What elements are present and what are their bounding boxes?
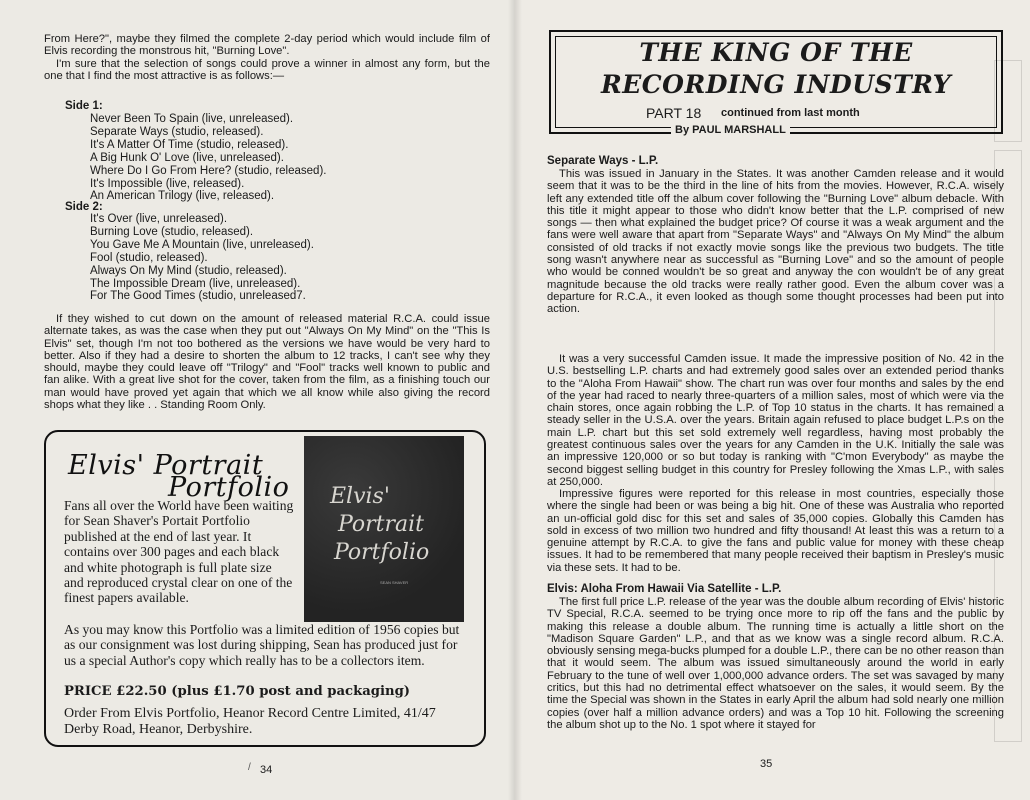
portfolio-cover-image <box>304 436 464 622</box>
track-item: Always On My Mind (studio, released). <box>90 264 287 277</box>
aloha-paragraph-1: The first full price L.P. release of the year was the double album recording of Elvis' historic TV Special, R.C.A. seemed to be trying once more to rip off the fans and the public by making this release a double album. The running time is actually a little short on the "Madison Square Garden" L.P., and that as we know was a single record album. R.C.A. obviously sensing mega-bucks plumped for a double L.P., there can be no other reason than that it would seem. The album was issued simultaneously around the world in early February to the tune of well over 1,000,000 advance orders. The set was savaged by many critics, but this had no detrimental effect whatsoever on the sales, it would seem. By the time the Special was shown in the States in early April the album had sold nearly one million copies (over half a million advance orders) and was a Top 10 hit. Following the screening the album shot up to the No. 1 spot where it stayed for <box>547 596 1004 731</box>
closing-paragraph: If they wished to cut down on the amount of released material R.C.A. could issue alternate takes, as was the case when they put out "Always On My Mind" on the "This Is Elvis" set, though I'm not too bothered as the versions we have would be very hard to better. Also if they had a desire to shorten the album to 12 tracks, I can't see why they should, maybe they could leave off "Trilogy" and "Fool" tracks well known to public and fan alike. With a great live shot for the cover, taken from the film, as a finishing touch our man would have proved yet again that which we all know while also giving the record shops what they like . . Standing Room Only. <box>44 313 490 412</box>
cover-script-line-2: Portrait <box>338 512 425 537</box>
separate-ways-paragraph-3: Impressive figures were reported for this release in most countries, especially those where the single had been or was being a big hit. One of these was Australia who reported an un-official gold disc for this set and sales of 35,000 copies. Globally this Camden has sold in excess of two million two hundred and fifty thousand! At least this was a return to a genuine attempt by R.C.A. to give the fans and public value for money with these cheap issues. It had to be remembered that many people received their baptism in Presley's music via these sets. It had to be. <box>547 488 1004 574</box>
cover-script-line-3: Portfolio <box>334 540 430 565</box>
track-item: Fool (studio, released). <box>90 251 208 264</box>
article-header <box>549 30 1003 134</box>
book-gutter <box>508 0 522 800</box>
cover-small-text: SEAN SHAVER <box>380 580 409 585</box>
separate-ways-paragraph-2: It was a very successful Camden issue. It made the impressive position of No. 42 in the U.S. bestselling L.P. charts and had extremely good sales over an extended period thanks to the "Aloha From Hawaii" show. The chart run was over four months and sales by the end of the year had raced to nearly three-quarters of a million sales, most of which were via the chain stores, once again robbing the L.P. of Top 10 status in the charts. It has remained a steady seller in the U.S.A. over the years. Britain again refused to place budget L.P.s on the main L.P. chart but this set sold extremely well regardless, having most probably the greatest continuous sales over the years for any Camden in the U.K. Initially the sale was an impressive 120,000 or so but today is ranking with "C'mon Everybody" as maybe the second biggest selling budget in this country for Presley following the Xmas L.P., with sales at 250,000. <box>547 353 1004 488</box>
advert-script-title-2: Portfolio <box>168 472 290 503</box>
separate-ways-paragraph-1: This was issued in January in the States. It was another Camden release and it would seem that it was to be the third in the line of hits from the movies. However, R.C.A. wisely left any extended title off the album cover following the "Burning Love" album debacle. With this title it might appear to those who didn't know better that the L.P. comprised of new songs — then what explained the budget price? Of course it was a weak argument and the fans were well aware that apart from "Separate Ways" and "Always On My Mind" the album consisted of old tracks if not exactly movie songs like the previous two budgets. The title song wasn't anywhere near as successful as "Burning Love" and so the amount of people who would be conned wouldn't be so great and anyway the con wouldn't be of any great magnitude because the old tracks were really rather good. Even the album cover was a departure for R.C.A., it even looked as though some thought processes had been put into action. <box>547 168 1004 316</box>
advert-price: PRICE £22.50 (plus £1.70 post and packaging) <box>64 684 411 699</box>
article-part: PART 18 <box>646 105 702 121</box>
portfolio-advert <box>44 430 486 747</box>
side2-tracklist <box>90 213 314 303</box>
track-item: It's A Matter Of Time (studio, released). <box>90 138 289 151</box>
article-byline: By PAUL MARSHALL <box>671 124 790 136</box>
article-title-line-1: THE KING OF THE <box>639 38 913 67</box>
right-page <box>515 0 1030 800</box>
side1-tracklist <box>90 113 326 203</box>
side1-label: Side 1: <box>65 100 103 112</box>
article-title-line-2: RECORDING INDUSTRY <box>600 70 952 99</box>
track-item: Never Been To Spain (live, unreleased). <box>90 113 294 125</box>
page-tick-mark: / <box>248 762 251 773</box>
track-item: Burning Love (studio, released). <box>90 225 254 238</box>
section-title-separate-ways: Separate Ways - L.P. <box>547 155 659 167</box>
advert-script-title-1: Elvis' Portrait <box>68 450 264 481</box>
intro-paragraph-2: I'm sure that the selection of songs could prove a winner in almost any form, but the one that I find the most attractive is as follows:— <box>44 58 490 83</box>
article-continued-note: continued from last month <box>721 107 860 119</box>
track-item: It's Over (live, unreleased). <box>90 213 228 225</box>
section-title-aloha: Elvis: Aloha From Hawaii Via Satellite - L.P. <box>547 583 782 595</box>
advert-order-address: Order From Elvis Portfolio, Heanor Record Centre Limited, 41/47 Derby Road, Heanor, Derbyshire. <box>64 706 436 737</box>
intro-paragraph-1: From Here?", maybe they filmed the complete 2-day period which would include film of Elvis recording the monstrous hit, "Burning Love". <box>44 33 490 58</box>
track-item: You Gave Me A Mountain (live, unreleased). <box>90 238 314 251</box>
track-item: Separate Ways (studio, released). <box>90 125 264 138</box>
track-item: An American Trilogy (live, released). <box>90 190 275 203</box>
advert-description-continued: As you may know this Portfolio was a limited edition of 1956 copies but as our consignment was lost during shipping, Sean has produced just for us a special Author's copy which really has to be a collectors item. <box>64 622 460 668</box>
page-number-left: 34 <box>260 764 273 776</box>
advert-description: Fans all over the World have been waiting for Sean Shaver's Portait Portfolio published at the end of last year. It contains over 300 pages and each black and white photograph is full plate size and reproduced crystal clear on one of the finest papers available. <box>64 498 294 606</box>
track-item: A Big Hunk O' Love (live, unreleased). <box>90 151 284 164</box>
track-item: The Impossible Dream (live, unreleased). <box>90 277 301 290</box>
track-item: For The Good Times (studio, unreleased7. <box>90 290 306 303</box>
track-item: Where Do I Go From Here? (studio, released). <box>90 164 327 177</box>
track-item: It's Impossible (live, released). <box>90 177 245 190</box>
side2-label: Side 2: <box>65 201 103 213</box>
page-number-right: 35 <box>760 758 773 770</box>
cover-script-line-1: Elvis' <box>330 484 390 509</box>
